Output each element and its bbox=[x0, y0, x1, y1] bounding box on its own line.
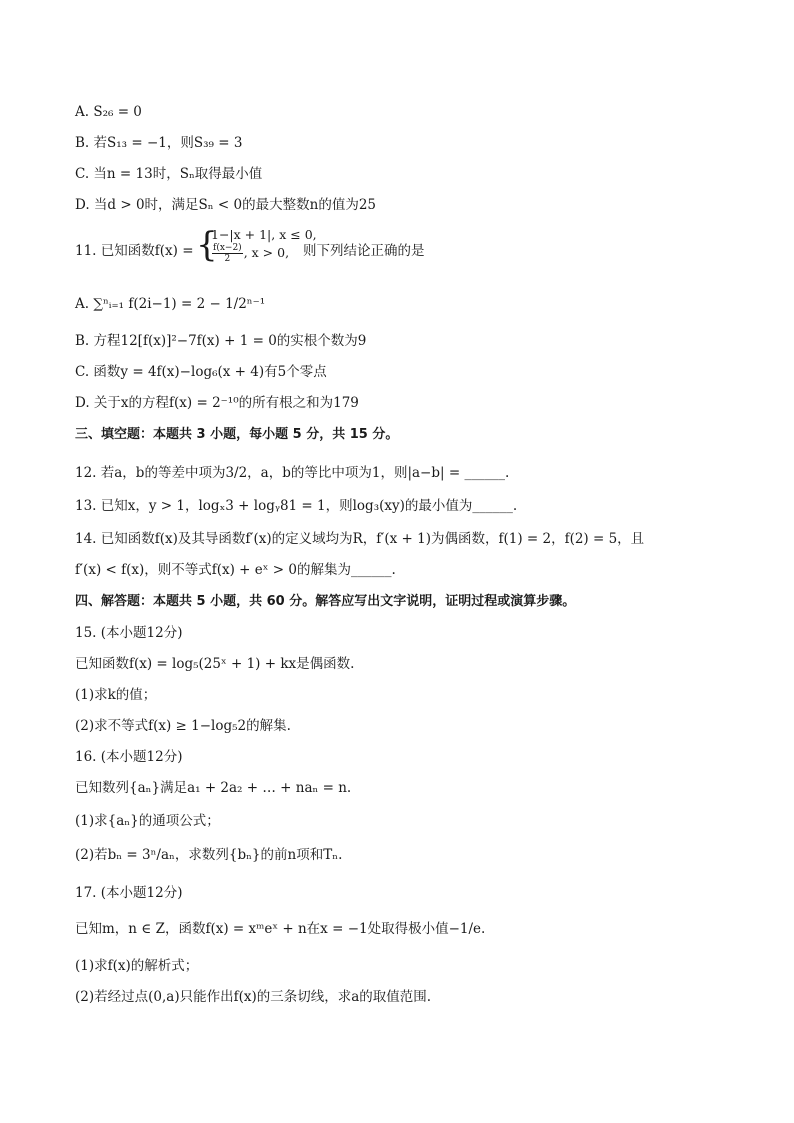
q17-part-2: (2)若经过点(0,a)只能作出f(x)的三条切线，求a的取值范围. bbox=[75, 989, 432, 1005]
q17-title: 17. (本小题12分) bbox=[75, 885, 183, 901]
q13-text: 13. 已知x，y > 1，logₓ3 + logᵧ81 = 1，则log₃(xy)的最小值为______. bbox=[75, 498, 518, 514]
q10-option-d: D. 当d > 0时，满足Sₙ < 0的最大整数n的值为25 bbox=[75, 197, 376, 213]
q11-stem-prefix: 11. 已知函数f(x) = bbox=[75, 243, 194, 259]
q14-line-2: f′(x) < f(x)，则不等式f(x) + eˣ > 0的解集为______. bbox=[75, 562, 396, 578]
piecewise-brace: { bbox=[196, 225, 218, 265]
q15-part-2: (2)求不等式f(x) ≥ 1−log₅2的解集. bbox=[75, 718, 291, 734]
section-3-heading: 三、填空题：本题共 3 小题，每小题 5 分，共 15 分。 bbox=[75, 427, 399, 442]
q16-title: 16. (本小题12分) bbox=[75, 749, 183, 765]
q10-option-a: A. S₂₆ = 0 bbox=[75, 104, 142, 120]
q15-title: 15. (本小题12分) bbox=[75, 625, 183, 641]
q11-stem-suffix: 则下列结论正确的是 bbox=[303, 243, 425, 259]
q12-text: 12. 若a，b的等差中项为3/2，a，b的等比中项为1，则|a−b| = ______. bbox=[75, 465, 510, 481]
q17-stem: 已知m，n ∈ Z，函数f(x) = xᵐeˣ + n在x = −1处取得极小值−1/e. bbox=[75, 921, 486, 937]
q16-stem: 已知数列{aₙ}满足a₁ + 2a₂ + … + naₙ = n. bbox=[75, 780, 352, 796]
q17-part-1: (1)求f(x)的解析式； bbox=[75, 958, 199, 974]
q11-case-2-fraction bbox=[212, 243, 243, 264]
q15-part-1: (1)求k的值； bbox=[75, 687, 157, 703]
q11-option-a: A. ∑ⁿᵢ₌₁ f(2i−1) = 2 − 1/2ⁿ⁻¹ bbox=[75, 296, 266, 312]
section-4-heading: 四、解答题：本题共 5 小题，共 60 分。解答应写出文字说明，证明过程或演算步骤。 bbox=[75, 594, 576, 609]
q11-option-c: C. 函数y = 4f(x)−log₆(x + 4)有5个零点 bbox=[75, 364, 327, 380]
q11-case-2-denominator: 2 bbox=[224, 254, 231, 264]
q11-case-2-tail: , x > 0, bbox=[243, 245, 290, 260]
q16-part-1: (1)求{aₙ}的通项公式； bbox=[75, 813, 220, 829]
q11-case-2-numerator: f(x−2) bbox=[213, 243, 242, 253]
q15-stem: 已知函数f(x) = log₅(25ˣ + 1) + kx是偶函数. bbox=[75, 656, 355, 672]
q11-option-d: D. 关于x的方程f(x) = 2⁻¹⁰的所有根之和为179 bbox=[75, 395, 359, 411]
q11-case-1: 1−|x + 1|, x ≤ 0, bbox=[211, 227, 317, 242]
q14-line-1: 14. 已知函数f(x)及其导函数f′(x)的定义域均为R，f′(x + 1)为偶函数，f(1) = 2，f(2) = 5，且 bbox=[75, 531, 645, 547]
q11-case-2 bbox=[211, 243, 289, 264]
q16-part-2: (2)若bₙ = 3ⁿ/aₙ，求数列{bₙ}的前n项和Tₙ. bbox=[75, 847, 343, 863]
q11-option-b: B. 方程12[f(x)]²−7f(x) + 1 = 0的实根个数为9 bbox=[75, 333, 367, 349]
q10-option-c: C. 当n = 13时，Sₙ取得最小值 bbox=[75, 166, 263, 182]
q10-option-b: B. 若S₁₃ = −1，则S₃₉ = 3 bbox=[75, 135, 243, 151]
